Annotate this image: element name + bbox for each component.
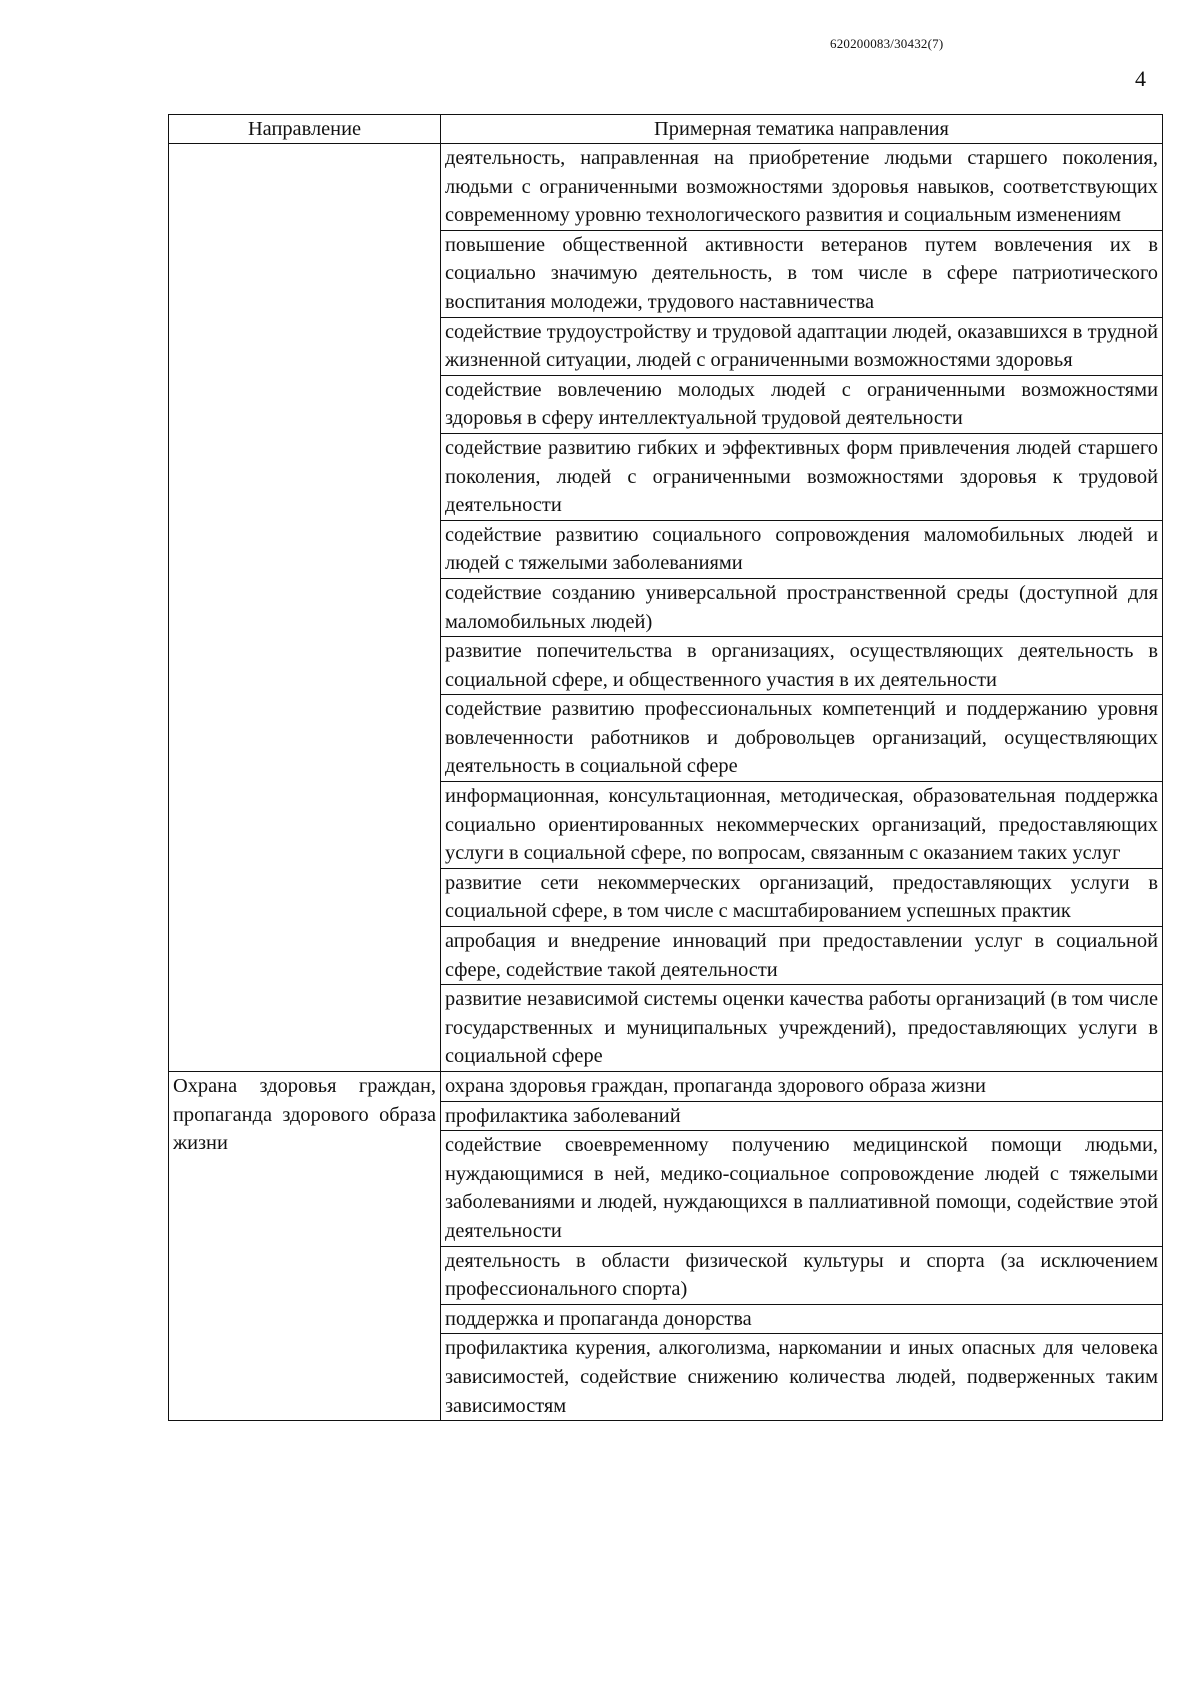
direction-cell: Охрана здоровья граждан, пропаганда здорового образа жизни <box>169 1072 441 1421</box>
topic-cell: содействие трудоустройству и трудовой адаптации людей, оказавшихся в трудной жизненной ситуации, людей с ограниченными возможностями здоровья <box>441 317 1163 375</box>
topic-cell: деятельность в области физической культуры и спорта (за исключением профессионального спорта) <box>441 1246 1163 1304</box>
page-number: 4 <box>1135 66 1146 91</box>
topic-cell: апробация и внедрение инноваций при предоставлении услуг в социальной сфере, содействие такой деятельности <box>441 927 1163 985</box>
topic-cell: профилактика заболеваний <box>441 1101 1163 1131</box>
topic-cell: содействие развитию профессиональных компетенций и поддержанию уровня вовлеченности работников и добровольцев организаций, осуществляющих деятельность в социальной сфере <box>441 695 1163 782</box>
topic-cell: содействие развитию социального сопровождения маломобильных людей и людей с тяжелыми заболеваниями <box>441 520 1163 578</box>
column-header-topics: Примерная тематика направления <box>441 115 1163 144</box>
column-header-direction: Направление <box>169 115 441 144</box>
table-row <box>169 1072 1163 1102</box>
topic-cell: содействие вовлечению молодых людей с ограниченными возможностями здоровья в сферу интеллектуальной трудовой деятельности <box>441 375 1163 433</box>
topic-cell: поддержка и пропаганда донорства <box>441 1304 1163 1334</box>
topic-cell: информационная, консультационная, методическая, образовательная поддержка социально ориентированных некоммерческих организаций, предоставляющих услуги в социальной сфере, по вопросам, связанным с оказанием таких услуг <box>441 782 1163 869</box>
topic-cell: развитие попечительства в организациях, осуществляющих деятельность в социальной сфере, и общественного участия в их деятельности <box>441 637 1163 695</box>
directions-table <box>168 114 1163 1421</box>
table-header-row <box>169 115 1163 144</box>
topic-cell: профилактика курения, алкоголизма, наркомании и иных опасных для человека зависимостей, содействие снижению количества людей, подверженных таким зависимостям <box>441 1334 1163 1421</box>
topic-cell: повышение общественной активности ветеранов путем вовлечения их в социально значимую деятельность, в том числе в сфере патриотического воспитания молодежи, трудового наставничества <box>441 230 1163 317</box>
topic-cell: содействие своевременному получению медицинской помощи людьми, нуждающимися в ней, медико-социальное сопровождение людей с тяжелыми заболеваниями и людей, нуждающихся в паллиативной помощи, содействие этой деятельности <box>441 1131 1163 1246</box>
topic-cell: развитие сети некоммерческих организаций, предоставляющих услуги в социальной сфере, в том числе с масштабированием успешных практик <box>441 868 1163 926</box>
topic-cell: содействие развитию гибких и эффективных форм привлечения людей старшего поколения, людей с ограниченными возможностями здоровья к трудовой деятельности <box>441 433 1163 520</box>
document-code: 620200083/30432(7) <box>830 36 944 51</box>
topic-cell: деятельность, направленная на приобретение людьми старшего поколения, людьми с ограниченными возможностями здоровья навыков, соответствующих современному уровню технологического развития и социальным изменениям <box>441 144 1163 231</box>
direction-cell <box>169 144 441 1072</box>
table-row <box>169 144 1163 231</box>
topic-cell: развитие независимой системы оценки качества работы организаций (в том числе государственных и муниципальных учреждений), предоставляющих услуги в социальной сфере <box>441 985 1163 1072</box>
topic-cell: содействие созданию универсальной пространственной среды (доступной для маломобильных людей) <box>441 578 1163 636</box>
topic-cell: охрана здоровья граждан, пропаганда здорового образа жизни <box>441 1072 1163 1102</box>
